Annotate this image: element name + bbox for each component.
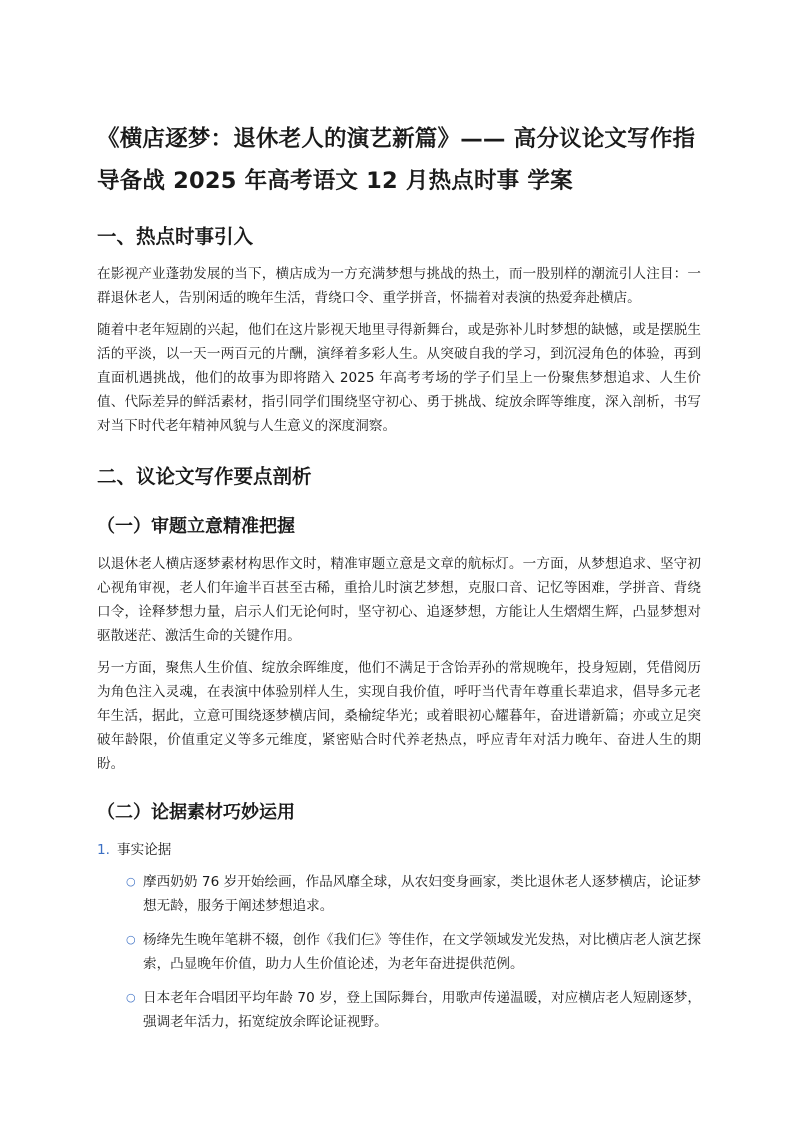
paragraph: 另一方面，聚焦人生价值、绽放余晖维度，他们不满足于含饴弄孙的常规晚年，投身短剧，凭借阅历为角色注入灵魂，在表演中体验别样人生，实现自我价值，呼吁当代青年尊重长辈追求，倡导多元老年生活，据此，立意可围绕逐梦横店间，桑榆绽华光；或着眼初心耀暮年，奋进谱新篇；亦或立足突破年龄限，价值重定义等多元维度，紧密贴合时代养老热点，呼应青年对活力晚年、奋进人生的期盼。 [97,660,701,772]
section-heading: 一、热点时事引入 [97,225,254,248]
list-number: 1. [97,842,110,858]
paragraph: 随着中老年短剧的兴起，他们在这片影视天地里寻得新舞台，或是弥补儿时梦想的缺憾，或是摆脱生活的平淡，以一天一两百元的片酬，演绎着多彩人生。从突破自我的学习，到沉浸角色的体验，再到直面机遇挑战，他们的故事为即将踏入 2025 年高考考场的学子们呈上一份聚焦梦想追求、人生价值、代际差异的鲜活素材，指引同学们围绕坚守初心、勇于挑战、绽放余晖等维度，深入剖析，书写对当下时代老年精神风貌与人生意义的深度洞察。 [97,322,701,434]
section-heading: 二、议论文写作要点剖析 [97,465,312,488]
bullet-item [117,870,701,918]
subsection-heading: （一）审题立意精准把握 [97,516,295,537]
subsection-evidence [97,800,701,1034]
section-hot-topic [97,224,701,438]
bullet-list [117,870,701,1034]
list-item [97,838,701,1034]
numbered-list [97,838,701,1034]
paragraph: 以退休老人横店逐梦素材构思作文时，精准审题立意是文章的航标灯。一方面，从梦想追求、坚守初心视角审视，老人们年逾半百甚至古稀，重拾儿时演艺梦想，克服口音、记忆等困难，学拼音、背绕口令，诠释梦想力量，启示人们无论何时，坚守初心、追逐梦想，方能让人生熠熠生辉，凸显梦想对驱散迷茫、激活生命的关键作用。 [97,556,701,644]
list-item-label: 事实论据 [117,842,172,858]
bullet-text: 摩西奶奶 76 岁开始绘画，作品风靡全球，从农妇变身画家，类比退休老人逐梦横店，论证梦想无龄，服务于阐述梦想追求。 [143,874,701,914]
bullet-item [117,986,701,1034]
subsection-heading: （二）论据素材巧妙运用 [97,802,295,823]
paragraph: 在影视产业蓬勃发展的当下，横店成为一方充满梦想与挑战的热土，而一股别样的潮流引人注目：一群退休老人，告别闲适的晚年生活，背绕口令、重学拼音，怀揣着对表演的热爱奔赴横店。 [97,266,701,306]
document-title: 《横店逐梦：退休老人的演艺新篇》—— 高分议论文写作指导备战 2025 年高考语文 12 月热点时事 学案 [97,126,696,194]
circle-bullet-icon: ○ [126,875,136,888]
circle-bullet-icon: ○ [126,933,136,946]
subsection-topic-analysis [97,514,701,776]
document-page [97,118,701,1044]
section-writing-analysis [97,464,701,1034]
bullet-item [117,928,701,976]
bullet-text: 杨绛先生晚年笔耕不辍，创作《我们仨》等佳作，在文学领域发光发热，对比横店老人演艺探索，凸显晚年价值，助力人生价值论述，为老年奋进提供范例。 [143,932,701,972]
circle-bullet-icon: ○ [126,991,136,1004]
bullet-text: 日本老年合唱团平均年龄 70 岁，登上国际舞台，用歌声传递温暖，对应横店老人短剧逐梦，强调老年活力，拓宽绽放余晖论证视野。 [143,990,701,1030]
